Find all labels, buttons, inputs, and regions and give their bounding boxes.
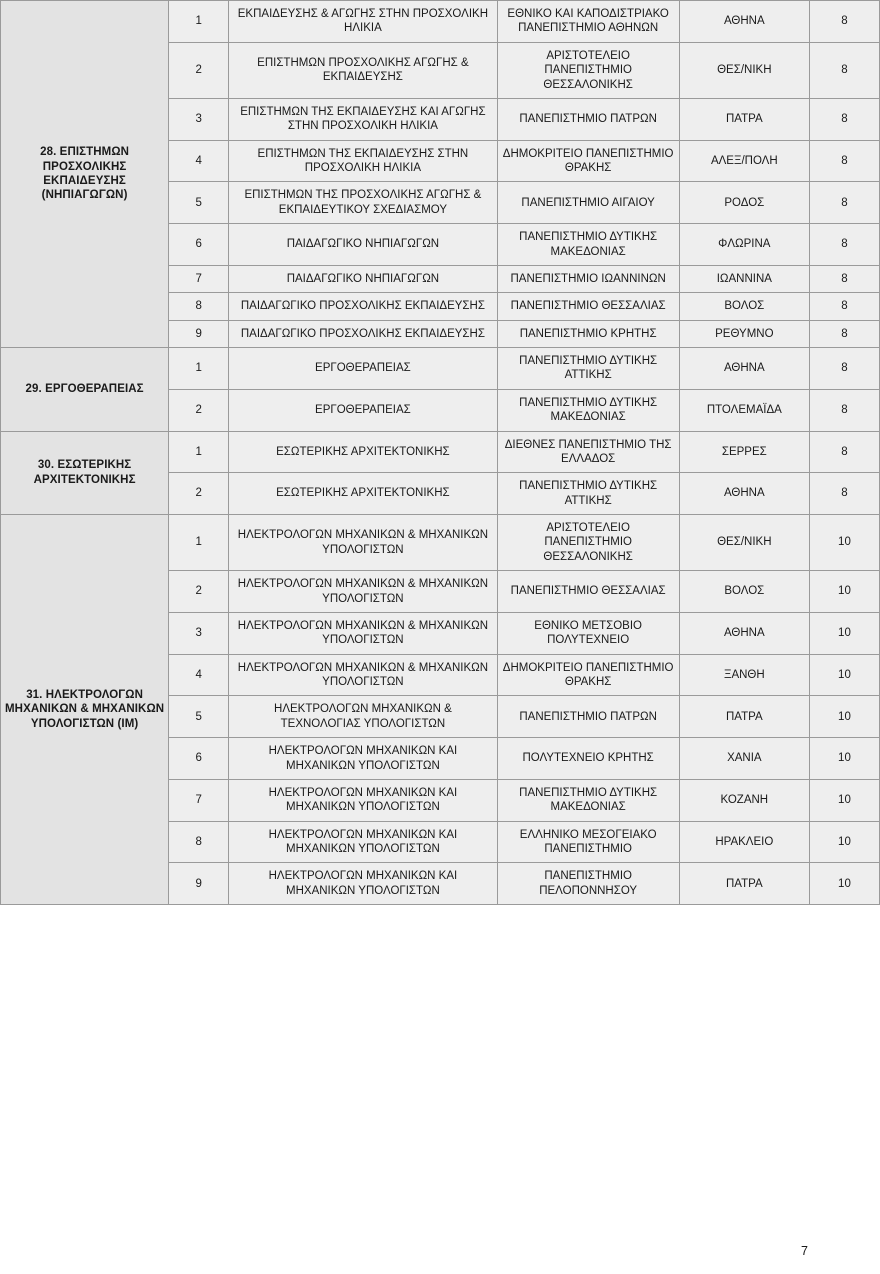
- table-row: [1, 515, 880, 571]
- row-number-cell: 6: [169, 224, 229, 266]
- semesters-cell: 8: [809, 224, 879, 266]
- department-cell: ΗΛΕΚΤΡΟΛΟΓΩΝ ΜΗΧΑΝΙΚΩΝ & ΜΗΧΑΝΙΚΩΝ ΥΠΟΛΟΓΙΣΤΩΝ: [229, 654, 497, 696]
- city-cell: ΑΘΗΝΑ: [679, 348, 809, 390]
- department-cell: ΗΛΕΚΤΡΟΛΟΓΩΝ ΜΗΧΑΝΙΚΩΝ ΚΑΙ ΜΗΧΑΝΙΚΩΝ ΥΠΟΛΟΓΙΣΤΩΝ: [229, 821, 497, 863]
- group-title-cell: 28. ΕΠΙΣΤΗΜΩΝ ΠΡΟΣΧΟΛΙΚΗΣ ΕΚΠΑΙΔΕΥΣΗΣ (ΝΗΠΙΑΓΩΓΩΝ): [1, 1, 169, 348]
- institution-cell: ΠΑΝΕΠΙΣΤΗΜΙΟ ΙΩΑΝΝΙΝΩΝ: [497, 265, 679, 292]
- row-number-cell: 2: [169, 389, 229, 431]
- institution-cell: ΠΑΝΕΠΙΣΤΗΜΙΟ ΔΥΤΙΚΗΣ ΜΑΚΕΔΟΝΙΑΣ: [497, 779, 679, 821]
- city-cell: ΞΑΝΘΗ: [679, 654, 809, 696]
- institution-cell: ΕΘΝΙΚΟ ΜΕΤΣΟΒΙΟ ΠΟΛΥΤΕΧΝΕΙΟ: [497, 612, 679, 654]
- department-cell: ΠΑΙΔΑΓΩΓΙΚΟ ΠΡΟΣΧΟΛΙΚΗΣ ΕΚΠΑΙΔΕΥΣΗΣ: [229, 293, 497, 320]
- department-cell: ΕΠΙΣΤΗΜΩΝ ΤΗΣ ΕΚΠΑΙΔΕΥΣΗΣ ΚΑΙ ΑΓΩΓΗΣ ΣΤΗΝ ΠΡΟΣΧΟΛΙΚΗ ΗΛΙΚΙΑ: [229, 98, 497, 140]
- table-row: [1, 1, 880, 43]
- semesters-cell: 10: [809, 738, 879, 780]
- row-number-cell: 9: [169, 320, 229, 347]
- semesters-cell: 10: [809, 571, 879, 613]
- semesters-cell: 8: [809, 293, 879, 320]
- city-cell: ΠΑΤΡΑ: [679, 98, 809, 140]
- department-cell: ΕΡΓΟΘΕΡΑΠΕΙΑΣ: [229, 389, 497, 431]
- city-cell: ΦΛΩΡΙΝΑ: [679, 224, 809, 266]
- institution-cell: ΠΑΝΕΠΙΣΤΗΜΙΟ ΔΥΤΙΚΗΣ ΜΑΚΕΔΟΝΙΑΣ: [497, 224, 679, 266]
- institution-cell: ΕΛΛΗΝΙΚΟ ΜΕΣΟΓΕΙΑΚΟ ΠΑΝΕΠΙΣΤΗΜΙΟ: [497, 821, 679, 863]
- institution-cell: ΠΑΝΕΠΙΣΤΗΜΙΟ ΚΡΗΤΗΣ: [497, 320, 679, 347]
- institution-cell: ΔΙΕΘΝΕΣ ΠΑΝΕΠΙΣΤΗΜΙΟ ΤΗΣ ΕΛΛΑΔΟΣ: [497, 431, 679, 473]
- institution-cell: ΠΑΝΕΠΙΣΤΗΜΙΟ ΔΥΤΙΚΗΣ ΑΤΤΙΚΗΣ: [497, 348, 679, 390]
- row-number-cell: 1: [169, 1, 229, 43]
- department-cell: ΗΛΕΚΤΡΟΛΟΓΩΝ ΜΗΧΑΝΙΚΩΝ & ΜΗΧΑΝΙΚΩΝ ΥΠΟΛΟΓΙΣΤΩΝ: [229, 571, 497, 613]
- institution-cell: ΠΑΝΕΠΙΣΤΗΜΙΟ ΑΙΓΑΙΟΥ: [497, 182, 679, 224]
- city-cell: ΣΕΡΡΕΣ: [679, 431, 809, 473]
- city-cell: ΠΑΤΡΑ: [679, 696, 809, 738]
- department-cell: ΗΛΕΚΤΡΟΛΟΓΩΝ ΜΗΧΑΝΙΚΩΝ ΚΑΙ ΜΗΧΑΝΙΚΩΝ ΥΠΟΛΟΓΙΣΤΩΝ: [229, 779, 497, 821]
- institution-cell: ΠΑΝΕΠΙΣΤΗΜΙΟ ΠΑΤΡΩΝ: [497, 98, 679, 140]
- department-cell: ΕΚΠΑΙΔΕΥΣΗΣ & ΑΓΩΓΗΣ ΣΤΗΝ ΠΡΟΣΧΟΛΙΚΗ ΗΛΙΚΙΑ: [229, 1, 497, 43]
- row-number-cell: 6: [169, 738, 229, 780]
- row-number-cell: 5: [169, 696, 229, 738]
- semesters-cell: 8: [809, 320, 879, 347]
- row-number-cell: 4: [169, 654, 229, 696]
- row-number-cell: 8: [169, 821, 229, 863]
- semesters-cell: 10: [809, 654, 879, 696]
- semesters-cell: 8: [809, 431, 879, 473]
- institution-cell: ΔΗΜΟΚΡΙΤΕΙΟ ΠΑΝΕΠΙΣΤΗΜΙΟ ΘΡΑΚΗΣ: [497, 140, 679, 182]
- city-cell: ΑΛΕΞ/ΠΟΛΗ: [679, 140, 809, 182]
- department-cell: ΠΑΙΔΑΓΩΓΙΚΟ ΝΗΠΙΑΓΩΓΩΝ: [229, 265, 497, 292]
- city-cell: ΙΩΑΝΝΙΝΑ: [679, 265, 809, 292]
- institution-cell: ΠΑΝΕΠΙΣΤΗΜΙΟ ΔΥΤΙΚΗΣ ΜΑΚΕΔΟΝΙΑΣ: [497, 389, 679, 431]
- semesters-cell: 8: [809, 473, 879, 515]
- department-cell: ΕΠΙΣΤΗΜΩΝ ΠΡΟΣΧΟΛΙΚΗΣ ΑΓΩΓΗΣ & ΕΚΠΑΙΔΕΥΣΗΣ: [229, 42, 497, 98]
- group-title-cell: 30. ΕΣΩΤΕΡΙΚΗΣ ΑΡΧΙΤΕΚΤΟΝΙΚΗΣ: [1, 431, 169, 515]
- department-cell: ΗΛΕΚΤΡΟΛΟΓΩΝ ΜΗΧΑΝΙΚΩΝ ΚΑΙ ΜΗΧΑΝΙΚΩΝ ΥΠΟΛΟΓΙΣΤΩΝ: [229, 738, 497, 780]
- department-cell: ΕΣΩΤΕΡΙΚΗΣ ΑΡΧΙΤΕΚΤΟΝΙΚΗΣ: [229, 431, 497, 473]
- page-number: 7: [801, 1244, 808, 1258]
- city-cell: ΚΟΖΑΝΗ: [679, 779, 809, 821]
- department-cell: ΗΛΕΚΤΡΟΛΟΓΩΝ ΜΗΧΑΝΙΚΩΝ & ΜΗΧΑΝΙΚΩΝ ΥΠΟΛΟΓΙΣΤΩΝ: [229, 612, 497, 654]
- department-cell: ΕΣΩΤΕΡΙΚΗΣ ΑΡΧΙΤΕΚΤΟΝΙΚΗΣ: [229, 473, 497, 515]
- row-number-cell: 3: [169, 98, 229, 140]
- table-row: [1, 431, 880, 473]
- row-number-cell: 1: [169, 515, 229, 571]
- row-number-cell: 8: [169, 293, 229, 320]
- department-cell: ΗΛΕΚΤΡΟΛΟΓΩΝ ΜΗΧΑΝΙΚΩΝ & ΜΗΧΑΝΙΚΩΝ ΥΠΟΛΟΓΙΣΤΩΝ: [229, 515, 497, 571]
- city-cell: ΠΤΟΛΕΜΑΪΔΑ: [679, 389, 809, 431]
- department-cell: ΗΛΕΚΤΡΟΛΟΓΩΝ ΜΗΧΑΝΙΚΩΝ ΚΑΙ ΜΗΧΑΝΙΚΩΝ ΥΠΟΛΟΓΙΣΤΩΝ: [229, 863, 497, 905]
- group-title-cell: 29. ΕΡΓΟΘΕΡΑΠΕΙΑΣ: [1, 348, 169, 432]
- institution-cell: ΠΑΝΕΠΙΣΤΗΜΙΟ ΘΕΣΣΑΛΙΑΣ: [497, 293, 679, 320]
- department-cell: ΗΛΕΚΤΡΟΛΟΓΩΝ ΜΗΧΑΝΙΚΩΝ & ΤΕΧΝΟΛΟΓΙΑΣ ΥΠΟΛΟΓΙΣΤΩΝ: [229, 696, 497, 738]
- semesters-cell: 8: [809, 42, 879, 98]
- semesters-cell: 8: [809, 182, 879, 224]
- semesters-cell: 10: [809, 821, 879, 863]
- row-number-cell: 7: [169, 265, 229, 292]
- semesters-cell: 10: [809, 779, 879, 821]
- department-cell: ΕΡΓΟΘΕΡΑΠΕΙΑΣ: [229, 348, 497, 390]
- city-cell: ΡΟΔΟΣ: [679, 182, 809, 224]
- city-cell: ΒΟΛΟΣ: [679, 571, 809, 613]
- row-number-cell: 3: [169, 612, 229, 654]
- city-cell: ΡΕΘΥΜΝΟ: [679, 320, 809, 347]
- city-cell: ΗΡΑΚΛΕΙΟ: [679, 821, 809, 863]
- row-number-cell: 7: [169, 779, 229, 821]
- semesters-cell: 8: [809, 348, 879, 390]
- institution-cell: ΠΑΝΕΠΙΣΤΗΜΙΟ ΘΕΣΣΑΛΙΑΣ: [497, 571, 679, 613]
- city-cell: ΑΘΗΝΑ: [679, 473, 809, 515]
- department-cell: ΕΠΙΣΤΗΜΩΝ ΤΗΣ ΠΡΟΣΧΟΛΙΚΗΣ ΑΓΩΓΗΣ & ΕΚΠΑΙΔΕΥΤΙΚΟΥ ΣΧΕΔΙΑΣΜΟΥ: [229, 182, 497, 224]
- semesters-cell: 8: [809, 1, 879, 43]
- semesters-cell: 8: [809, 389, 879, 431]
- semesters-cell: 8: [809, 98, 879, 140]
- row-number-cell: 9: [169, 863, 229, 905]
- semesters-cell: 10: [809, 612, 879, 654]
- city-cell: ΑΘΗΝΑ: [679, 612, 809, 654]
- table-row: [1, 348, 880, 390]
- city-cell: ΧΑΝΙΑ: [679, 738, 809, 780]
- row-number-cell: 1: [169, 348, 229, 390]
- city-cell: ΑΘΗΝΑ: [679, 1, 809, 43]
- row-number-cell: 2: [169, 473, 229, 515]
- row-number-cell: 4: [169, 140, 229, 182]
- row-number-cell: 5: [169, 182, 229, 224]
- institution-cell: ΠΑΝΕΠΙΣΤΗΜΙΟ ΠΕΛΟΠΟΝΝΗΣΟΥ: [497, 863, 679, 905]
- city-cell: ΘΕΣ/ΝΙΚΗ: [679, 42, 809, 98]
- semesters-cell: 8: [809, 265, 879, 292]
- institution-cell: ΔΗΜΟΚΡΙΤΕΙΟ ΠΑΝΕΠΙΣΤΗΜΙΟ ΘΡΑΚΗΣ: [497, 654, 679, 696]
- semesters-cell: 8: [809, 140, 879, 182]
- institution-cell: ΠΟΛΥΤΕΧΝΕΙΟ ΚΡΗΤΗΣ: [497, 738, 679, 780]
- row-number-cell: 2: [169, 42, 229, 98]
- department-cell: ΠΑΙΔΑΓΩΓΙΚΟ ΠΡΟΣΧΟΛΙΚΗΣ ΕΚΠΑΙΔΕΥΣΗΣ: [229, 320, 497, 347]
- semesters-cell: 10: [809, 515, 879, 571]
- institution-cell: ΕΘΝΙΚΟ ΚΑΙ ΚΑΠΟΔΙΣΤΡΙΑΚΟ ΠΑΝΕΠΙΣΤΗΜΙΟ ΑΘΗΝΩΝ: [497, 1, 679, 43]
- institution-cell: ΠΑΝΕΠΙΣΤΗΜΙΟ ΠΑΤΡΩΝ: [497, 696, 679, 738]
- city-cell: ΠΑΤΡΑ: [679, 863, 809, 905]
- institution-cell: ΑΡΙΣΤΟΤΕΛΕΙΟ ΠΑΝΕΠΙΣΤΗΜΙΟ ΘΕΣΣΑΛΟΝΙΚΗΣ: [497, 515, 679, 571]
- row-number-cell: 1: [169, 431, 229, 473]
- group-title-cell: 31. ΗΛΕΚΤΡΟΛΟΓΩΝ ΜΗΧΑΝΙΚΩΝ & ΜΗΧΑΝΙΚΩΝ ΥΠΟΛΟΓΙΣΤΩΝ (ΙΜ): [1, 515, 169, 905]
- city-cell: ΒΟΛΟΣ: [679, 293, 809, 320]
- institution-cell: ΑΡΙΣΤΟΤΕΛΕΙΟ ΠΑΝΕΠΙΣΤΗΜΙΟ ΘΕΣΣΑΛΟΝΙΚΗΣ: [497, 42, 679, 98]
- semesters-cell: 10: [809, 696, 879, 738]
- department-cell: ΠΑΙΔΑΓΩΓΙΚΟ ΝΗΠΙΑΓΩΓΩΝ: [229, 224, 497, 266]
- city-cell: ΘΕΣ/ΝΙΚΗ: [679, 515, 809, 571]
- row-number-cell: 2: [169, 571, 229, 613]
- institution-cell: ΠΑΝΕΠΙΣΤΗΜΙΟ ΔΥΤΙΚΗΣ ΑΤΤΙΚΗΣ: [497, 473, 679, 515]
- semesters-cell: 10: [809, 863, 879, 905]
- department-cell: ΕΠΙΣΤΗΜΩΝ ΤΗΣ ΕΚΠΑΙΔΕΥΣΗΣ ΣΤΗΝ ΠΡΟΣΧΟΛΙΚΗ ΗΛΙΚΙΑ: [229, 140, 497, 182]
- table-body: [1, 1, 880, 905]
